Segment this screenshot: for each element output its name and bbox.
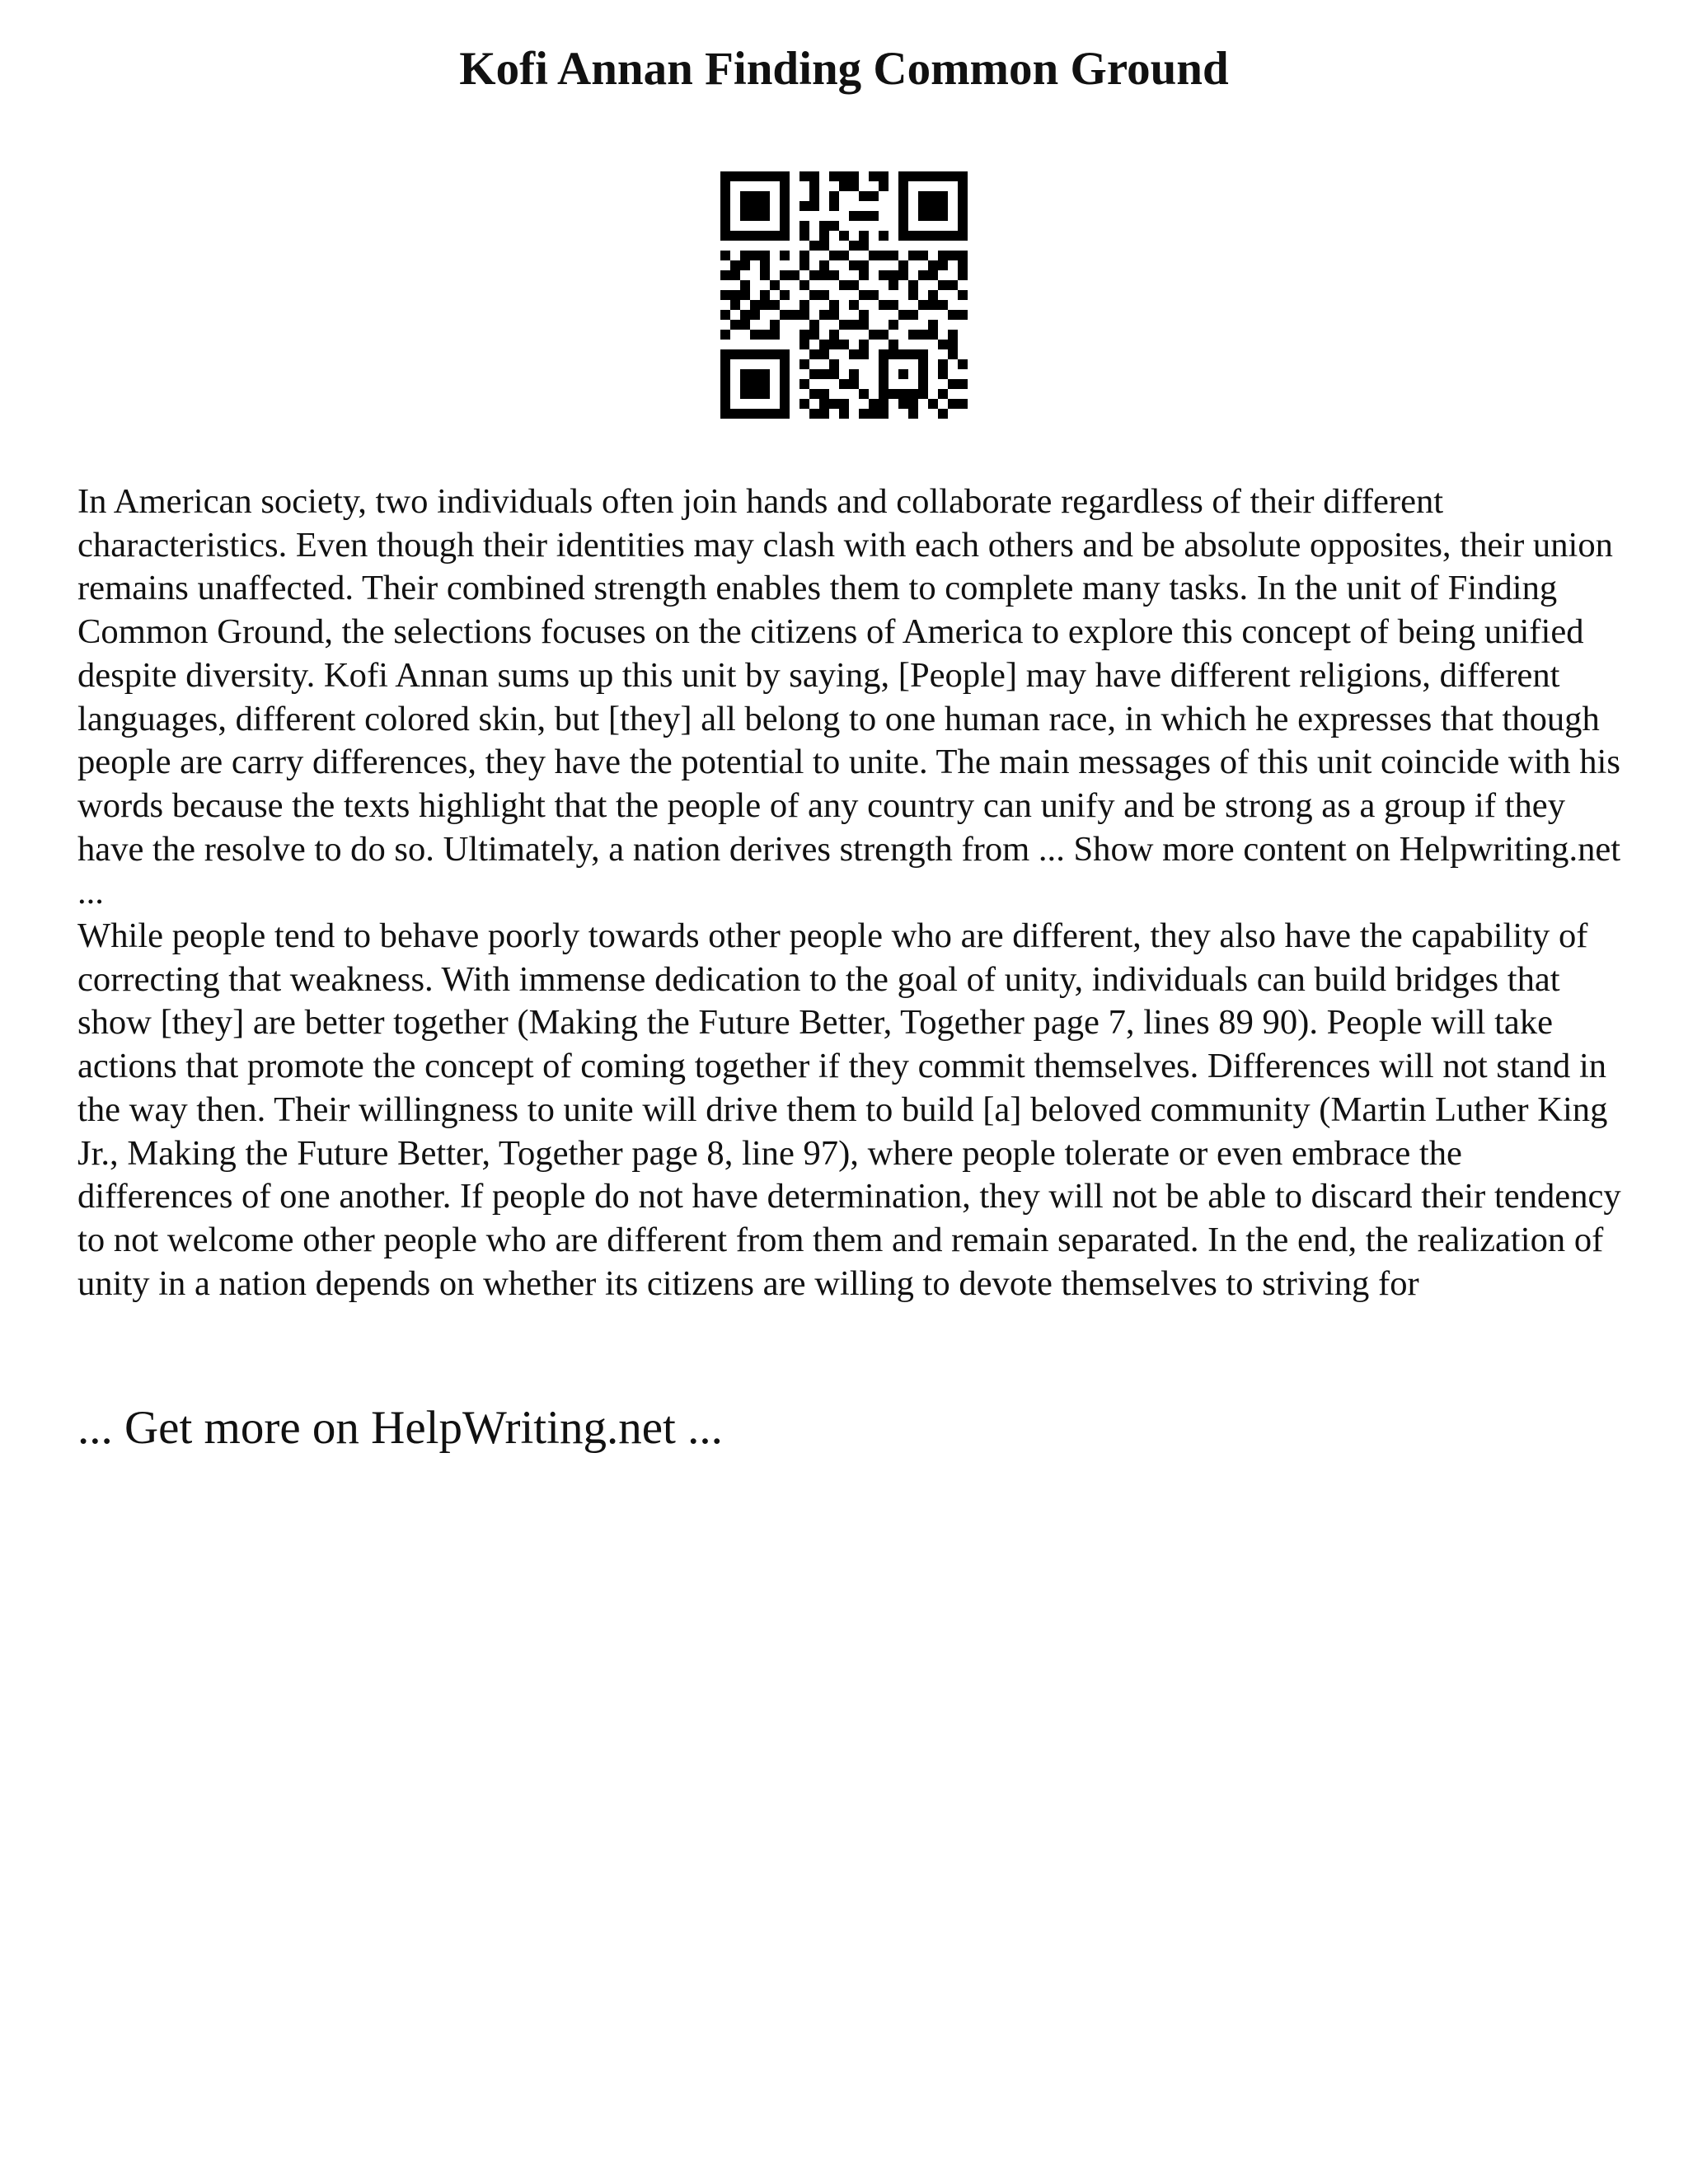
paragraph: While people tend to behave poorly towards other people who are different, they also have the capability of correcting that weakness. With immense dedication to the goal of unity, individuals can build bridges that show [they] are better together (Making the Future Better, Together page 7, lines 89 90). People will take actions that promote the concept of coming together if they commit themselves. Differences will not stand in the way then. Their willingness to unite will drive them to build [a] beloved community (Martin Luther King Jr., Making the Future Better, Together page 8, line 97), where people tolerate or even embrace the differences of one another. If people do not have determination, they will not be able to discard their tendency to not welcome other people who are different from them and remain separated. In the end, the realization of unity in a nation depends on whether its citizens are willing to devote themselves to striving for xyxy=(77,916,1621,1303)
article-body xyxy=(77,480,1622,1305)
paragraph: In American society, two individuals often join hands and collaborate regardless of their different characteristics. Even though their identities may clash with each others and be absolute opposites, their union remains unaffected. Their combined strength enables them to complete many tasks. In the unit of Finding Common Ground, the selections focuses on the citizens of America to explore this concept of being unified despite diversity. Kofi Annan sums up this unit by saying, [People] may have different religions, different languages, different colored skin, but [they] all belong to one human race, in which he expresses that though people are carry differences, they have the potential to unite. The main messages of this unit coincide with his words because the texts highlight that the people of any country can unify and be strong as a group if they have the resolve to do so. Ultimately, a nation derives strength from ... Show more content on Helpwriting.net ... xyxy=(77,482,1621,912)
get-more-link[interactable]: ... Get more on HelpWriting.net ... xyxy=(77,1402,723,1454)
page-title: Kofi Annan Finding Common Ground xyxy=(459,43,1229,95)
qr-code-icon xyxy=(720,171,968,419)
